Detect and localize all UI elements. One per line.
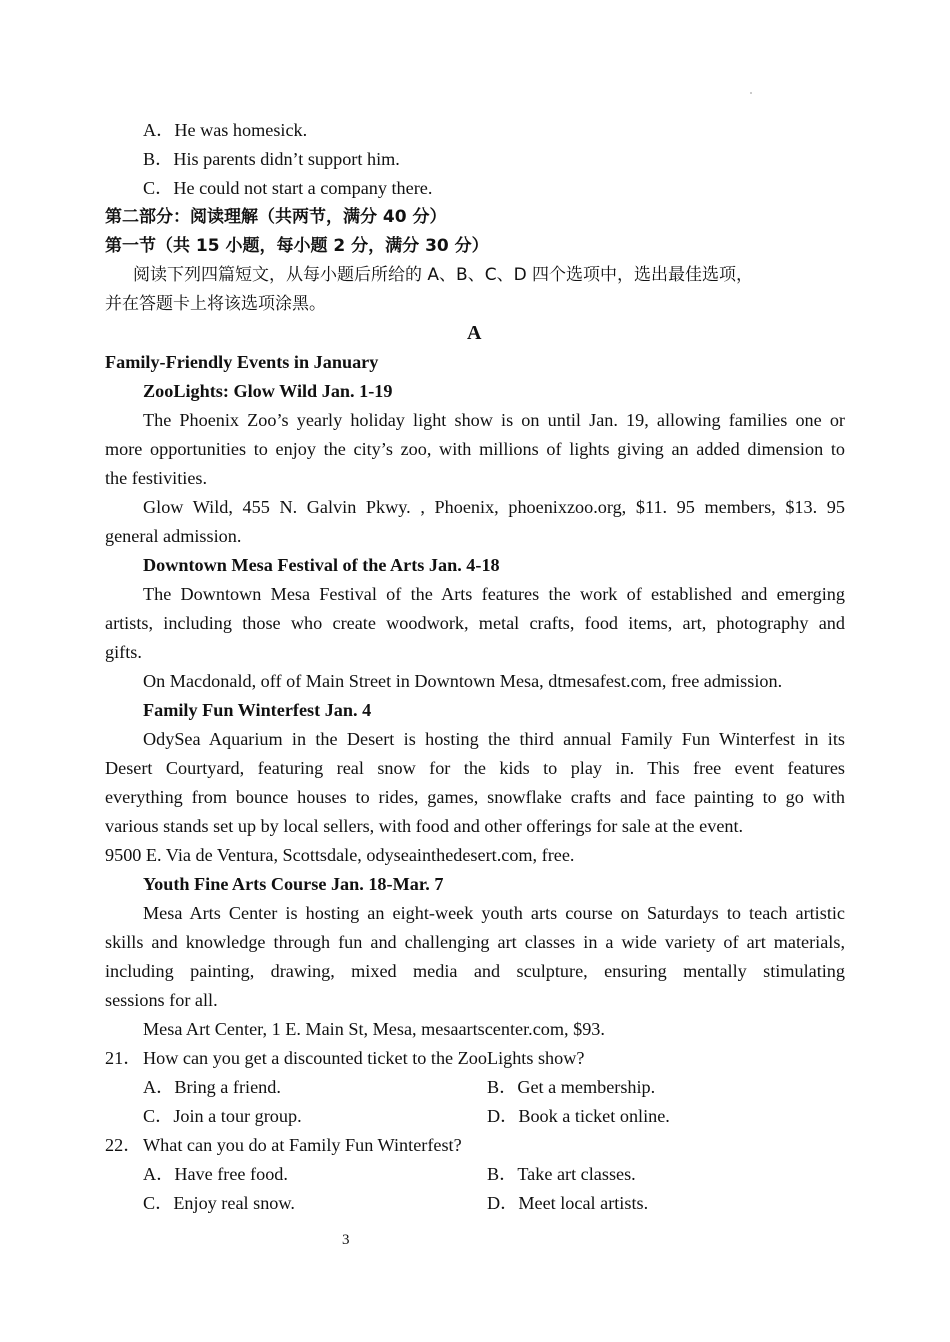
scan-dot xyxy=(750,92,752,94)
answer-option-d[interactable]: D．Meet local artists. xyxy=(487,1193,649,1213)
event-info-line: Glow Wild, 455 N. Galvin Pkwy. , Phoenix, phoenixzoo.org, $11. 95 members, $13. 95 xyxy=(143,497,845,517)
event-heading: Youth Fine Arts Course Jan. 18-Mar. 7 xyxy=(143,874,444,894)
question-text: How can you get a discounted ticket to the ZooLights show? xyxy=(143,1048,585,1068)
event-desc-line: The Phoenix Zoo’s yearly holiday light show is on until Jan. 19, allowing families one or xyxy=(143,410,845,430)
event-desc-line: everything from bounce houses to rides, games, snowflake crafts and face painting to go with xyxy=(105,787,845,807)
event-desc-line: gifts. xyxy=(105,642,142,662)
event-info-line: 9500 E. Via de Ventura, Scottsdale, odyseainthedesert.com, free. xyxy=(105,845,575,865)
answer-option-a[interactable]: A．Bring a friend. xyxy=(143,1077,281,1097)
question-text: What can you do at Family Fun Winterfest? xyxy=(143,1135,462,1155)
event-desc-line: OdySea Aquarium in the Desert is hosting the third annual Family Fun Winterfest in its xyxy=(143,729,845,749)
event-desc-line: sessions for all. xyxy=(105,990,218,1010)
event-heading: ZooLights: Glow Wild Jan. 1-19 xyxy=(143,381,393,401)
prev-option-b: B．His parents didn’t support him. xyxy=(143,149,400,169)
event-desc-line: including painting, drawing, mixed media and sculpture, ensuring mentally stimulating xyxy=(105,961,845,981)
answer-option-c[interactable]: C．Join a tour group. xyxy=(143,1106,302,1126)
event-desc-line: skills and knowledge through fun and challenging art classes in a wide variety of art materials, xyxy=(105,932,845,952)
event-desc-line: more opportunities to enjoy the city’s zoo, with millions of lights giving an added dimension to xyxy=(105,439,845,459)
event-desc-line: the festivities. xyxy=(105,468,208,488)
event-desc-line: Mesa Arts Center is hosting an eight-week youth arts course on Saturdays to teach artistic xyxy=(143,903,845,923)
answer-option-b[interactable]: B．Get a membership. xyxy=(487,1077,656,1097)
event-info-line: Mesa Art Center, 1 E. Main St, Mesa, mesaartscenter.com, $93. xyxy=(143,1019,605,1039)
part2-title: 第二部分：阅读理解（共两节，满分 40 分） xyxy=(105,207,447,227)
event-info-line: general admission. xyxy=(105,526,242,546)
prev-option-a: A．He was homesick. xyxy=(143,120,308,140)
event-desc-line: Desert Courtyard, featuring real snow for the kids to play in. This free event features xyxy=(105,758,845,778)
passage-title: Family-Friendly Events in January xyxy=(105,352,379,372)
page-number: 3 xyxy=(342,1232,350,1248)
instruction-line-1: 阅读下列四篇短文，从每小题后所给的 A、B、C、D 四个选项中，选出最佳选项， xyxy=(133,265,754,285)
answer-option-d[interactable]: D．Book a ticket online. xyxy=(487,1106,670,1126)
section1-title: 第一节（共 15 小题，每小题 2 分，满分 30 分） xyxy=(105,236,489,256)
event-desc-line: artists, including those who create woodwork, metal crafts, food items, art, photography and xyxy=(105,613,845,633)
question-number: 21． xyxy=(105,1048,142,1068)
answer-option-a[interactable]: A．Have free food. xyxy=(143,1164,288,1184)
answer-option-c[interactable]: C．Enjoy real snow. xyxy=(143,1193,295,1213)
event-desc-line: The Downtown Mesa Festival of the Arts features the work of established and emerging xyxy=(143,584,845,604)
event-desc-line: various stands set up by local sellers, with food and other offerings for sale at the event. xyxy=(105,816,744,836)
answer-option-b[interactable]: B．Take art classes. xyxy=(487,1164,636,1184)
event-heading: Downtown Mesa Festival of the Arts Jan. 4-18 xyxy=(143,555,500,575)
event-heading: Family Fun Winterfest Jan. 4 xyxy=(143,700,372,720)
instruction-line-2: 并在答题卡上将该选项涂黑。 xyxy=(105,294,326,314)
prev-option-c: C．He could not start a company there. xyxy=(143,178,433,198)
event-info-line: On Macdonald, off of Main Street in Downtown Mesa, dtmesafest.com, free admission. xyxy=(143,671,783,691)
question-number: 22． xyxy=(105,1135,142,1155)
passage-letter: A xyxy=(467,322,482,344)
